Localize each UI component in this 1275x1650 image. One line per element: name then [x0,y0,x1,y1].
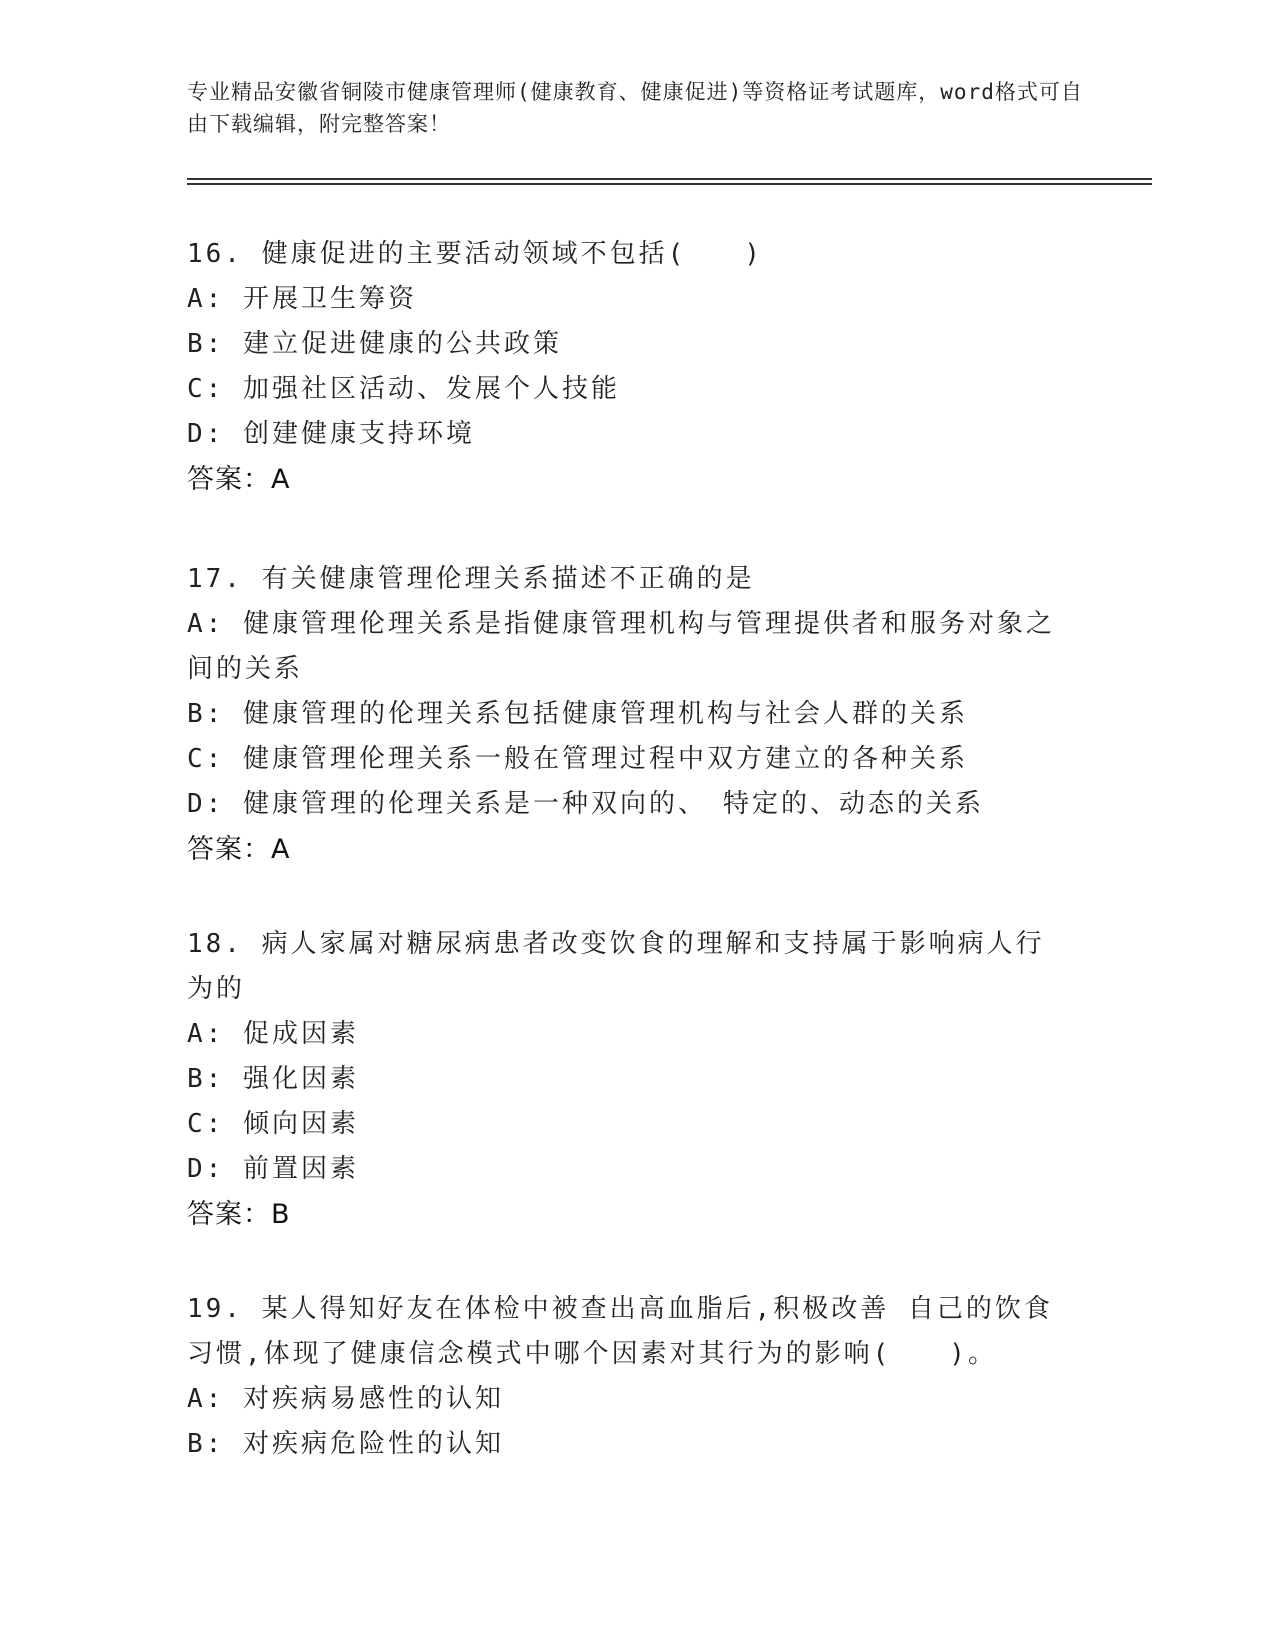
option-a: A: 促成因素 [187,1019,359,1049]
question-stem: 19. 某人得知好友在体检中被查出高血脂后,积极改善 自己的饮食习惯,体现了健康信念模式中哪个因素对其行为的影响( )。 [187,1294,1053,1369]
option-b: B: 对疾病危险性的认知 [187,1429,504,1459]
document-header: 专业精品安徽省铜陵市健康管理师(健康教育、健康促进)等资格证考试题库，word格式可自由下载编辑，附完整答案！ [187,80,1083,136]
option-b: B: 健康管理的伦理关系包括健康管理机构与社会人群的关系 [187,699,968,729]
option-c: C: 倾向因素 [187,1109,359,1139]
question-17 [187,557,1067,872]
option-a: A: 健康管理伦理关系是指健康管理机构与管理提供者和服务对象之间的关系 [187,609,1055,684]
option-c: C: 健康管理伦理关系一般在管理过程中双方建立的各种关系 [187,744,968,774]
option-b: B: 建立促进健康的公共政策 [187,329,562,359]
option-d: D: 创建健康支持环境 [187,419,475,449]
answer-label: 答案：A [187,834,291,865]
question-19 [187,1287,1067,1467]
question-stem: 17. 有关健康管理伦理关系描述不正确的是 [187,564,755,594]
question-16 [187,232,1067,502]
option-d: D: 前置因素 [187,1154,359,1184]
option-a: A: 对疾病易感性的认知 [187,1384,504,1414]
question-18 [187,922,1067,1237]
answer-label: 答案：B [187,1199,291,1230]
option-d: D: 健康管理的伦理关系是一种双向的、 特定的、动态的关系 [187,789,984,819]
question-stem: 16. 健康促进的主要活动领域不包括( ) [187,239,763,269]
option-b: B: 强化因素 [187,1064,359,1094]
option-c: C: 加强社区活动、发展个人技能 [187,374,620,404]
option-a: A: 开展卫生筹资 [187,284,417,314]
header-divider-top [187,178,1152,180]
question-stem: 18. 病人家属对糖尿病患者改变饮食的理解和支持属于影响病人行为的 [187,929,1045,1004]
header-divider-bottom [187,183,1152,185]
answer-label: 答案：A [187,464,291,495]
